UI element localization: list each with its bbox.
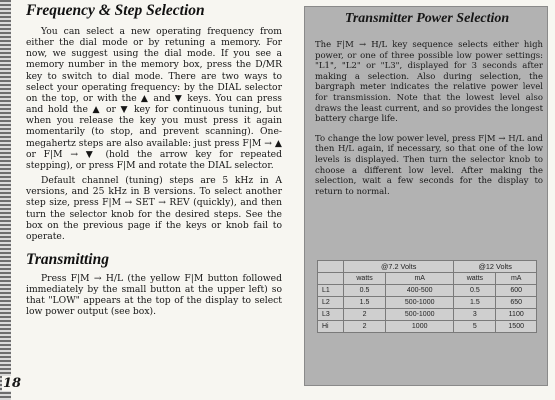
- table-cell: 0.5: [454, 285, 496, 297]
- table-row: [318, 321, 537, 333]
- level-label: L1: [318, 285, 344, 297]
- transmitting-heading: Transmitting: [26, 250, 109, 268]
- table-row: [318, 297, 537, 309]
- step-size-paragraph: Default channel (tuning) steps are 5 kHz in A versions, and 25 kHz in B versions. To select another step size, press F|M → SET → REV (quickly), and then turn the selector knob for the desired steps. See the box on the previous page if the keys or knob fail to operate.: [26, 175, 282, 242]
- table-cell: 5: [454, 321, 496, 333]
- level-label: Hi: [318, 321, 344, 333]
- table-cell: 1500: [496, 321, 537, 333]
- table-corner: [318, 261, 344, 273]
- frequency-step-heading: Frequency & Step Selection: [26, 2, 205, 19]
- binding-edge: [0, 0, 11, 400]
- group-header: @7.2 Volts: [344, 261, 454, 273]
- frequency-paragraph: You can select a new operating frequency from either the dial mode or by retuning a memory. For now, we suggest using the dial mode. If you see a memory number in the memory box, press the D/MR key to switch to dial mode. There are two ways to select your operating frequency: by the DIAL selector on the top, or with the ▲ and ▼ keys. You can press and hold the ▲ or ▼ key for continuous tuning, but when you release the key you must press it again momentarily (to stop, and prevent scanning). One-megahertz steps are also available: just press F|M → ▲ or F|M → ▼ (hold the arrow key for repeated stepping), or press F|M and rotate the DIAL selector.: [26, 26, 282, 171]
- main-column: [26, 2, 282, 398]
- level-label: L3: [318, 309, 344, 321]
- power-selection-box: [304, 6, 548, 386]
- table-cell: 1.5: [344, 297, 386, 309]
- transmitting-paragraph: Press F|M → H/L (the yellow F|M button followed immediately by the small button at the upper left) so that "LOW" appears at the top of the display to select low power output (see box).: [26, 272, 282, 318]
- table-cell: 500-1000: [386, 309, 454, 321]
- column-header: mA: [496, 273, 537, 285]
- table-cell: 2: [344, 309, 386, 321]
- level-label: L2: [318, 297, 344, 309]
- table-row: [318, 285, 537, 297]
- low-power-paragraph: To change the low power level, press F|M → H/L and then H/L again, if necessary, so that one of the low levels is displayed. Then turn the selector knob to choose a different low level. After making the selection, wait a few seconds for the display to return to normal.: [315, 133, 543, 197]
- column-header: watts: [344, 273, 386, 285]
- column-header: watts: [454, 273, 496, 285]
- table-row: [318, 309, 537, 321]
- power-current-table: [317, 260, 537, 333]
- page-number: 18: [3, 376, 22, 391]
- table-cell: 400-500: [386, 285, 454, 297]
- table-cell: 2: [344, 321, 386, 333]
- table-cell: 3: [454, 309, 496, 321]
- table-cell: 1100: [496, 309, 537, 321]
- table-cell: 600: [496, 285, 537, 297]
- table-cell: 1.5: [454, 297, 496, 309]
- table-cell: 1000: [386, 321, 454, 333]
- table-cell: 650: [496, 297, 537, 309]
- power-selection-paragraph: The F|M → H/L key sequence selects either high power, or one of three possible low power settings: "L1", "L2" or "L3", displayed for 3 seconds after making a selection. Also during selection, the bargraph meter indicates the relative power level for transmission. Note that the lowest level also draws the least current, and so provides the longest battery charge life.: [315, 40, 543, 125]
- table-cell: 0.5: [344, 285, 386, 297]
- table-cell: 500-1000: [386, 297, 454, 309]
- column-header: mA: [386, 273, 454, 285]
- table-corner: [318, 273, 344, 285]
- group-header: @12 Volts: [454, 261, 537, 273]
- power-selection-title: Transmitter Power Selection: [344, 11, 510, 26]
